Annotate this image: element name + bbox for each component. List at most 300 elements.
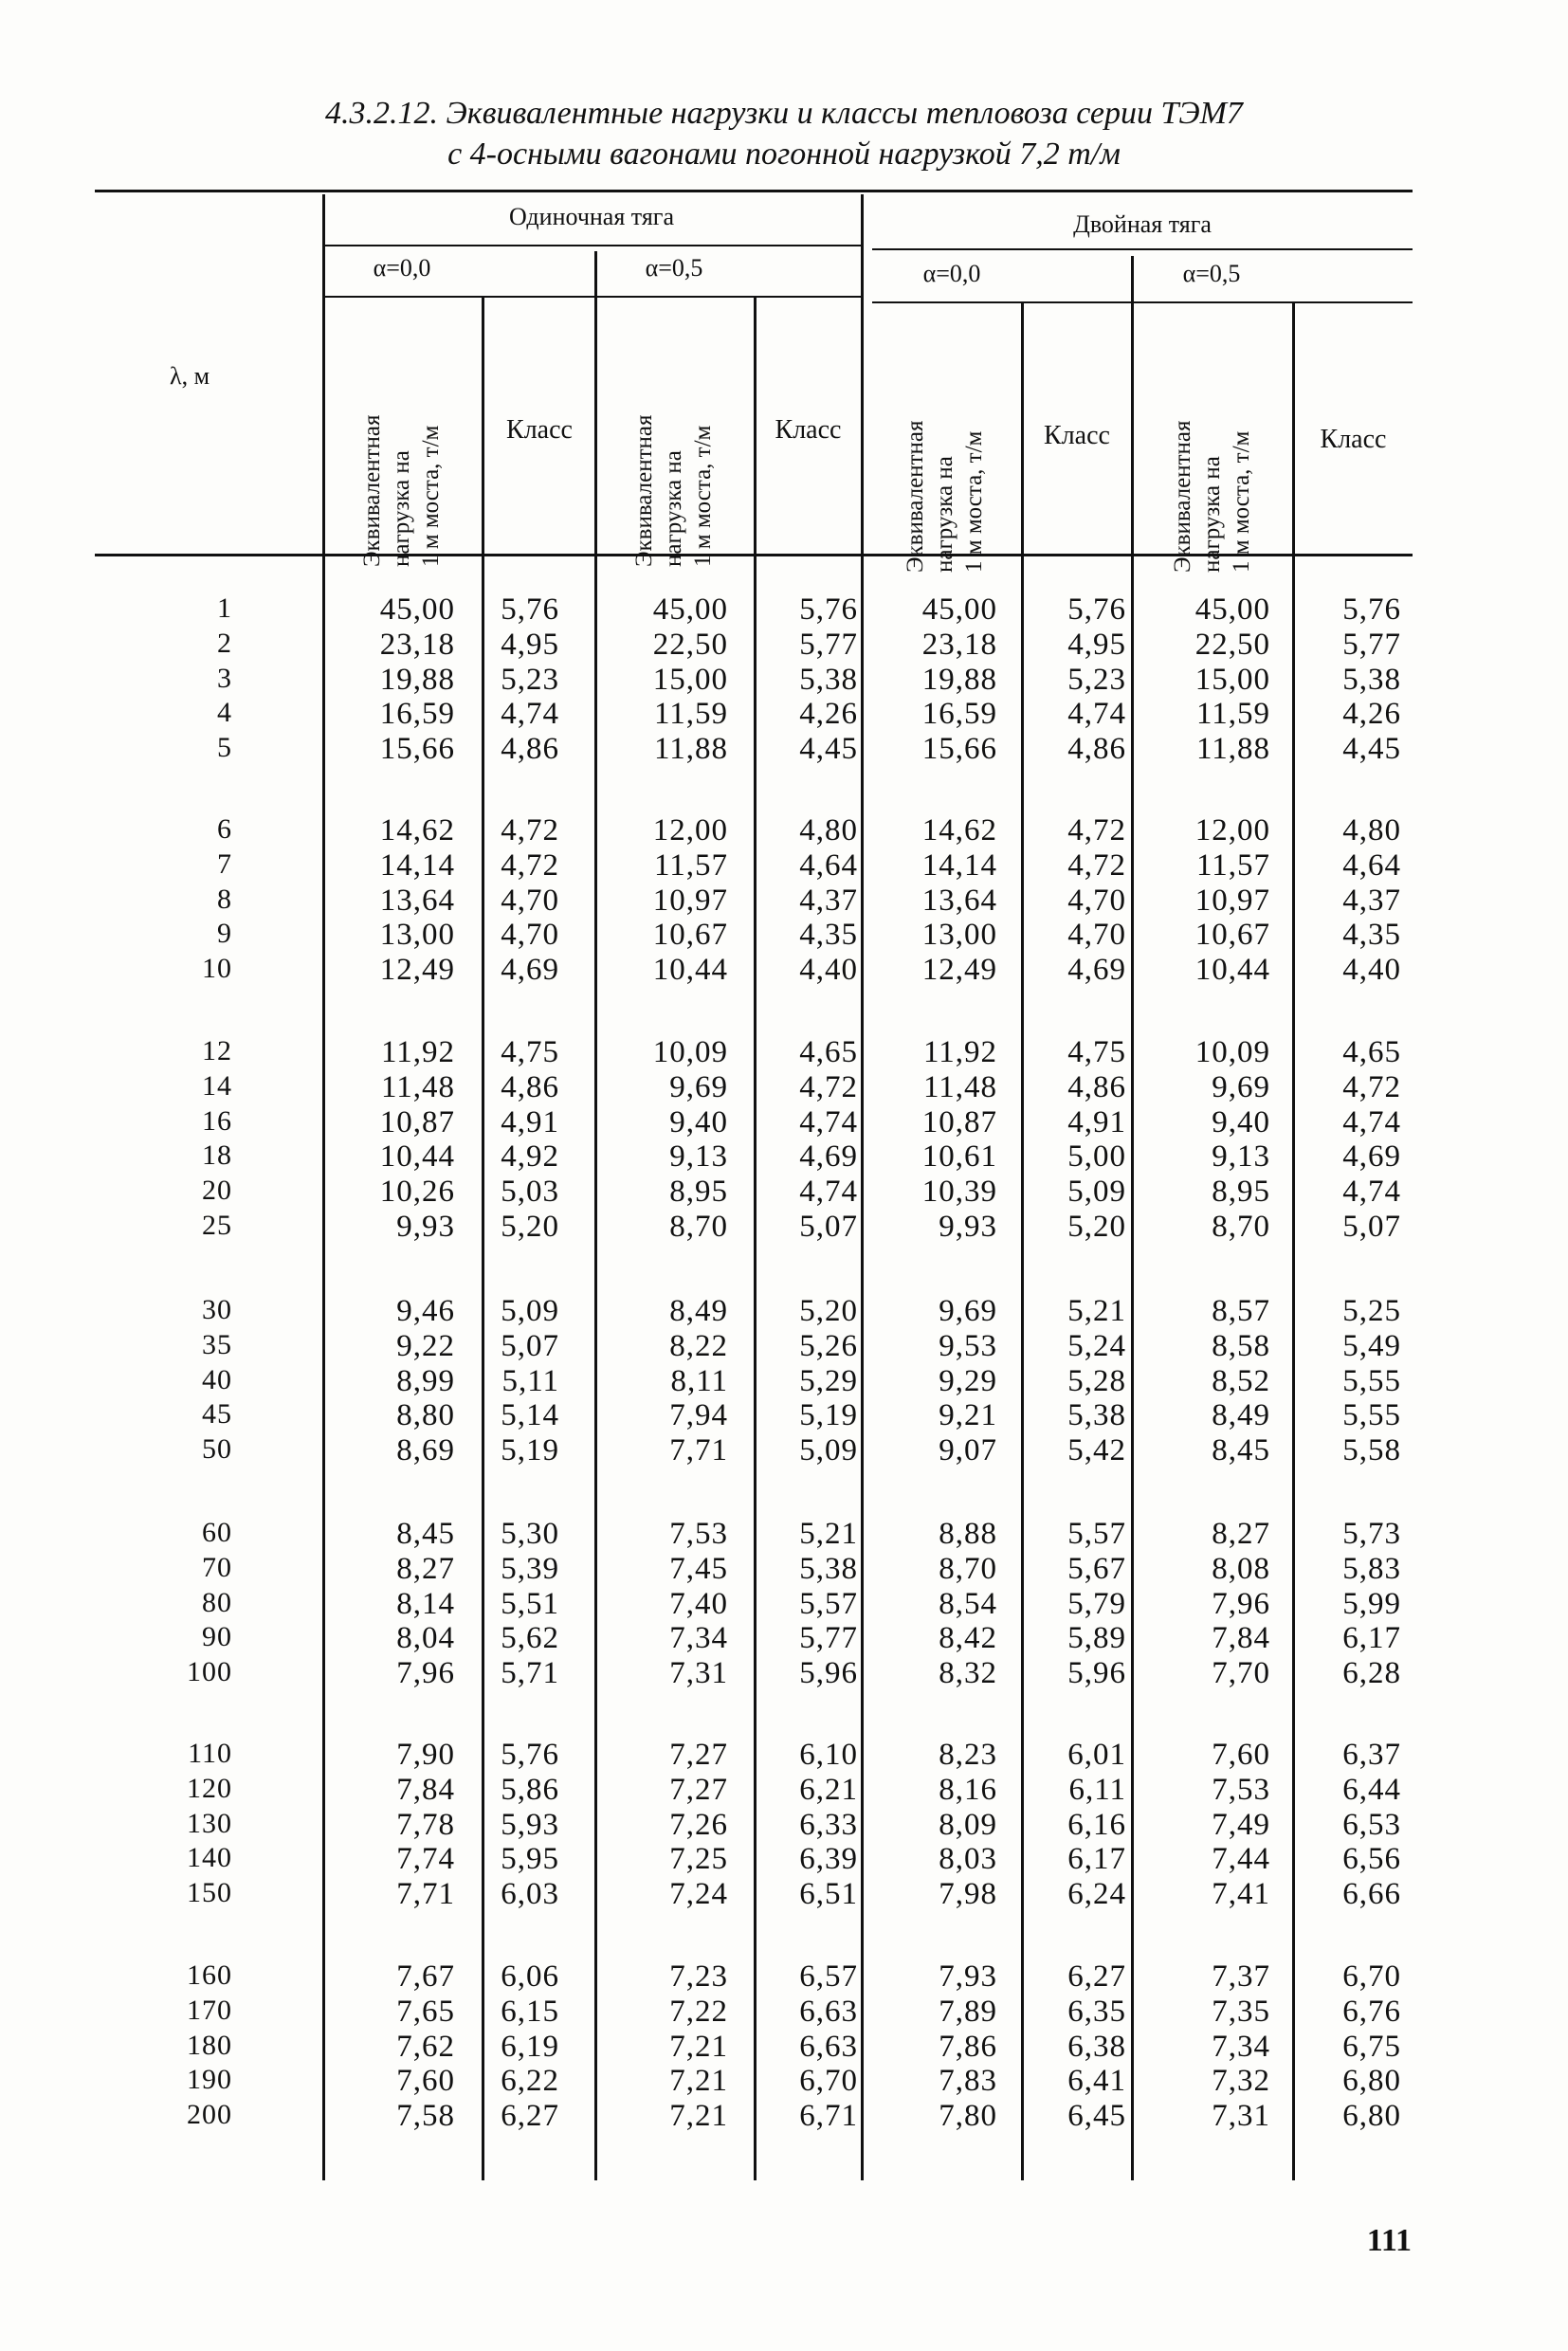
class-value: 6,56 [1342, 1842, 1401, 1877]
class-value: 4,70 [1067, 883, 1126, 918]
equiv-load-header-3: Эквивалентная нагрузка на 1 м моста, т/м [903, 420, 987, 573]
lambda-value: 100 [187, 1656, 232, 1688]
single-traction-header: Одиночная тяга [509, 203, 674, 230]
equiv-load-value: 8,70 [939, 1551, 997, 1586]
equiv-load-value: 11,88 [1195, 732, 1270, 767]
equiv-load-value: 8,27 [396, 1551, 455, 1586]
equiv-load-value: 7,96 [396, 1656, 455, 1691]
class-value: 5,99 [1342, 1586, 1401, 1621]
lambda-value: 8 [217, 883, 232, 915]
equiv-load-value: 10,87 [379, 1104, 455, 1139]
equiv-load-value: 11,92 [380, 1035, 455, 1069]
class-value: 6,10 [799, 1738, 858, 1772]
class-value: 6,21 [799, 1772, 858, 1807]
equiv-load-value: 7,31 [1212, 2099, 1270, 2134]
lambda-value: 50 [202, 1433, 232, 1466]
lambda-value: 40 [202, 1363, 232, 1395]
class-value: 5,09 [1067, 1175, 1126, 1210]
equiv-load-value: 7,65 [396, 1994, 455, 2029]
class-value: 5,93 [501, 1807, 559, 1842]
equiv-load-value: 16,59 [379, 697, 455, 732]
lambda-value: 4 [217, 697, 232, 729]
lambda-value: 9 [217, 918, 232, 950]
lambda-value: 80 [202, 1586, 232, 1618]
class-value: 4,72 [1067, 813, 1126, 847]
class-value: 5,51 [501, 1586, 559, 1621]
class-value: 6,01 [1067, 1738, 1126, 1772]
equiv-load-value: 7,74 [396, 1842, 455, 1877]
class-value: 5,21 [799, 1517, 858, 1551]
lambda-value: 150 [187, 1877, 232, 1909]
equiv-load-value: 11,88 [653, 732, 728, 767]
equiv-load-value: 10,39 [921, 1175, 997, 1210]
class-value: 4,80 [1342, 813, 1401, 847]
class-value: 5,21 [1067, 1294, 1126, 1328]
class-value: 4,69 [1342, 1139, 1401, 1175]
equiv-load-value: 8,23 [939, 1738, 997, 1772]
class-value: 4,37 [1342, 883, 1401, 918]
equiv-load-value: 9,40 [669, 1104, 728, 1139]
class-value: 5,83 [1342, 1551, 1401, 1586]
equiv-load-value: 9,46 [396, 1294, 455, 1328]
page-number: 111 [1366, 2223, 1412, 2258]
equiv-load-value: 8,88 [939, 1517, 997, 1551]
class-header-3: Класс [1044, 421, 1110, 450]
class-value: 4,65 [799, 1035, 858, 1069]
equiv-load-value: 8,09 [939, 1807, 997, 1842]
equiv-load-value: 8,14 [396, 1586, 455, 1621]
class-value: 6,28 [1342, 1656, 1401, 1691]
class-value: 5,20 [501, 1210, 559, 1244]
equiv-load-header-4: Эквивалентная нагрузка на 1 м моста, т/м [1170, 420, 1254, 573]
class-value: 5,76 [1067, 592, 1126, 627]
class-header-2: Класс [775, 415, 842, 445]
class-value: 4,69 [1067, 953, 1126, 988]
class-value: 5,14 [501, 1398, 559, 1433]
lambda-value: 45 [202, 1398, 232, 1431]
class-value: 5,09 [501, 1294, 559, 1328]
equiv-load-value: 45,00 [652, 592, 728, 627]
class-value: 5,25 [1342, 1294, 1401, 1328]
class-value: 5,19 [501, 1433, 559, 1468]
equiv-load-value: 15,00 [652, 662, 728, 697]
lambda-value: 18 [202, 1139, 232, 1172]
class-value: 4,95 [501, 627, 559, 662]
equiv-load-value: 8,58 [1212, 1328, 1270, 1363]
class-value: 6,39 [799, 1842, 858, 1877]
class-value: 4,64 [1342, 847, 1401, 883]
class-value: 5,77 [799, 1621, 858, 1656]
class-value: 4,74 [799, 1175, 858, 1210]
class-value: 5,39 [501, 1551, 559, 1586]
class-value: 6,17 [1342, 1621, 1401, 1656]
equiv-load-value: 7,86 [939, 2029, 997, 2064]
equiv-load-value: 7,24 [669, 1877, 728, 1912]
class-value: 5,24 [1067, 1328, 1126, 1363]
class-value: 4,45 [799, 732, 858, 767]
alpha-header-2: α=0,5 [645, 254, 703, 282]
equiv-load-value: 14,14 [921, 847, 997, 883]
equiv-load-value: 14,14 [379, 847, 455, 883]
class-value: 4,40 [1342, 953, 1401, 988]
class-value: 6,17 [1067, 1842, 1126, 1877]
equiv-load-value: 8,22 [669, 1328, 728, 1363]
lambda-value: 90 [202, 1621, 232, 1653]
class-value: 4,74 [1067, 697, 1126, 732]
class-value: 5,42 [1067, 1433, 1126, 1468]
lambda-value: 3 [217, 662, 232, 694]
class-value: 4,95 [1067, 627, 1126, 662]
class-value: 5,20 [1067, 1210, 1126, 1244]
class-value: 5,07 [501, 1328, 559, 1363]
class-value: 6,27 [1067, 1959, 1126, 1994]
class-value: 5,23 [501, 662, 559, 697]
class-value: 4,74 [1342, 1175, 1401, 1210]
equiv-load-value: 13,64 [379, 883, 455, 918]
class-value: 5,07 [799, 1210, 858, 1244]
class-value: 5,19 [799, 1398, 858, 1433]
class-value: 5,76 [501, 1738, 559, 1772]
lambda-value: 130 [187, 1807, 232, 1839]
equiv-load-value: 8,11 [670, 1363, 728, 1398]
equiv-load-value: 7,22 [669, 1994, 728, 2029]
class-value: 5,30 [501, 1517, 559, 1551]
lambda-value: 160 [187, 1959, 232, 1991]
class-value: 4,69 [501, 953, 559, 988]
equiv-load-value: 9,93 [396, 1210, 455, 1244]
lambda-value: 5 [217, 732, 232, 764]
equiv-load-value: 11,92 [922, 1035, 997, 1069]
lambda-value: 190 [187, 2064, 232, 2096]
class-value: 4,64 [799, 847, 858, 883]
equiv-load-value: 9,40 [1212, 1104, 1270, 1139]
equiv-load-value: 7,93 [939, 1959, 997, 1994]
equiv-load-value: 8,54 [939, 1586, 997, 1621]
equiv-load-value: 19,88 [379, 662, 455, 697]
equiv-load-value: 11,48 [922, 1069, 997, 1104]
lambda-value: 25 [202, 1210, 232, 1241]
class-value: 5,03 [501, 1175, 559, 1210]
lambda-value: 180 [187, 2029, 232, 2061]
equiv-load-value: 7,21 [669, 2099, 728, 2134]
class-value: 6,35 [1067, 1994, 1126, 2029]
equiv-load-value: 8,99 [396, 1363, 455, 1398]
class-value: 4,74 [1342, 1104, 1401, 1139]
class-value: 6,76 [1342, 1994, 1401, 2029]
lambda-value: 140 [187, 1842, 232, 1874]
equiv-load-value: 8,49 [669, 1294, 728, 1328]
equiv-load-value: 9,22 [396, 1328, 455, 1363]
single-traction-rule [322, 245, 861, 246]
equiv-load-value: 7,78 [396, 1807, 455, 1842]
equiv-load-value: 7,84 [1212, 1621, 1270, 1656]
class-value: 5,57 [1067, 1517, 1126, 1551]
class-value: 6,11 [1068, 1772, 1126, 1807]
class-value: 4,86 [1067, 1069, 1126, 1104]
double-traction-header: Двойная тяга [1073, 210, 1212, 238]
lambda-value: 30 [202, 1294, 232, 1325]
equiv-load-value: 7,53 [669, 1517, 728, 1551]
equiv-load-value: 7,70 [1212, 1656, 1270, 1691]
equiv-load-value: 8,49 [1212, 1398, 1270, 1433]
equiv-load-value: 8,70 [1212, 1210, 1270, 1244]
equiv-load-value: 11,57 [653, 847, 728, 883]
class-value: 4,92 [501, 1139, 559, 1175]
class-value: 5,55 [1342, 1363, 1401, 1398]
class-value: 4,40 [799, 953, 858, 988]
equiv-load-value: 8,45 [1212, 1433, 1270, 1468]
alpha-header-3: α=0,0 [922, 260, 981, 287]
class-value: 5,86 [501, 1772, 559, 1807]
equiv-load-value: 7,60 [1212, 1738, 1270, 1772]
lambda-value: 60 [202, 1517, 232, 1548]
equiv-load-value: 12,00 [652, 813, 728, 847]
lambda-value: 110 [188, 1738, 232, 1769]
equiv-load-value: 7,84 [396, 1772, 455, 1807]
equiv-load-value: 22,50 [652, 627, 728, 662]
class-value: 6,70 [1342, 1959, 1401, 1994]
class-value: 4,26 [799, 697, 858, 732]
equiv-load-value: 14,62 [921, 813, 997, 847]
equiv-load-value: 10,09 [1194, 1035, 1270, 1069]
class-value: 4,65 [1342, 1035, 1401, 1069]
table-title-line-2: с 4-осными вагонами погонной нагрузкой 7,2 т/м [447, 137, 1121, 172]
equiv-load-value: 8,16 [939, 1772, 997, 1807]
class-value: 6,45 [1067, 2099, 1126, 2134]
equiv-load-value: 11,48 [380, 1069, 455, 1104]
class-value: 5,00 [1067, 1139, 1126, 1175]
lambda-value: 200 [187, 2099, 232, 2131]
equiv-load-value: 7,83 [939, 2064, 997, 2099]
class-value: 6,66 [1342, 1877, 1401, 1912]
class-value: 5,23 [1067, 662, 1126, 697]
lambda-value: 12 [202, 1035, 232, 1066]
equiv-load-value: 7,80 [939, 2099, 997, 2134]
class-value: 5,89 [1067, 1621, 1126, 1656]
class-value: 5,20 [799, 1294, 858, 1328]
alpha-header-1: α=0,0 [373, 254, 431, 282]
class-value: 4,86 [1067, 732, 1126, 767]
class-value: 5,73 [1342, 1517, 1401, 1551]
equiv-load-value: 7,31 [669, 1656, 728, 1691]
equiv-load-value: 7,27 [669, 1772, 728, 1807]
equiv-load-value: 7,26 [669, 1807, 728, 1842]
equiv-load-value: 16,59 [921, 697, 997, 732]
equiv-load-value: 10,61 [921, 1139, 997, 1175]
class-value: 6,51 [799, 1877, 858, 1912]
equiv-load-value: 9,21 [939, 1398, 997, 1433]
equiv-load-value: 11,59 [653, 697, 728, 732]
equiv-load-value: 7,23 [669, 1959, 728, 1994]
class-value: 5,77 [1342, 627, 1401, 662]
equiv-load-value: 23,18 [921, 627, 997, 662]
lambda-value: 10 [202, 953, 232, 985]
equiv-load-value: 10,09 [652, 1035, 728, 1069]
equiv-load-value: 7,41 [1212, 1877, 1270, 1912]
class-value: 5,38 [1067, 1398, 1126, 1433]
class-value: 5,26 [799, 1328, 858, 1363]
class-value: 5,38 [799, 662, 858, 697]
class-value: 6,44 [1342, 1772, 1401, 1807]
double-traction-rule [872, 248, 1413, 250]
equiv-load-value: 8,04 [396, 1621, 455, 1656]
class-value: 4,86 [501, 1069, 559, 1104]
table-title-line-1: 4.3.2.12. Эквивалентные нагрузки и классы тепловоза серии ТЭМ7 [325, 96, 1243, 131]
equiv-load-value: 9,69 [939, 1294, 997, 1328]
lambda-value: 16 [202, 1104, 232, 1137]
equiv-load-value: 9,07 [939, 1433, 997, 1468]
equiv-load-value: 7,60 [396, 2064, 455, 2099]
class-value: 4,70 [1067, 918, 1126, 953]
class-value: 6,80 [1342, 2099, 1401, 2134]
equiv-load-value: 7,44 [1212, 1842, 1270, 1877]
equiv-load-value: 13,64 [921, 883, 997, 918]
class-value: 4,70 [501, 883, 559, 918]
class-value: 6,06 [501, 1959, 559, 1994]
class-value: 6,16 [1067, 1807, 1126, 1842]
lambda-value: 7 [217, 847, 232, 880]
equiv-load-value: 7,40 [669, 1586, 728, 1621]
equiv-load-value: 12,00 [1194, 813, 1270, 847]
equiv-load-value: 10,97 [652, 883, 728, 918]
equiv-load-value: 7,90 [396, 1738, 455, 1772]
equiv-load-value: 10,67 [1194, 918, 1270, 953]
lambda-header: λ, м [169, 362, 210, 390]
class-value: 5,58 [1342, 1433, 1401, 1468]
equiv-load-value: 14,62 [379, 813, 455, 847]
equiv-load-value: 10,26 [379, 1175, 455, 1210]
equiv-load-value: 7,71 [396, 1877, 455, 1912]
class-value: 6,41 [1067, 2064, 1126, 2099]
equiv-load-value: 15,00 [1194, 662, 1270, 697]
class-value: 5,62 [501, 1621, 559, 1656]
equiv-load-value: 11,57 [1195, 847, 1270, 883]
class-header-4: Класс [1320, 425, 1387, 454]
equiv-load-value: 7,67 [396, 1959, 455, 1994]
class-value: 5,96 [799, 1656, 858, 1691]
equiv-load-value: 12,49 [921, 953, 997, 988]
equiv-load-value: 9,29 [939, 1363, 997, 1398]
class-value: 4,75 [1067, 1035, 1126, 1069]
equiv-load-value: 7,89 [939, 1994, 997, 2029]
equiv-load-value: 9,13 [1212, 1139, 1270, 1175]
class-value: 4,91 [501, 1104, 559, 1139]
class-value: 5,76 [799, 592, 858, 627]
equiv-load-value: 9,69 [669, 1069, 728, 1104]
class-value: 5,49 [1342, 1328, 1401, 1363]
equiv-load-value: 10,67 [652, 918, 728, 953]
equiv-load-value: 23,18 [379, 627, 455, 662]
equiv-load-value: 8,08 [1212, 1551, 1270, 1586]
equiv-load-value: 7,21 [669, 2064, 728, 2099]
table-top-rule [95, 190, 1413, 192]
class-value: 4,45 [1342, 732, 1401, 767]
equiv-load-value: 8,95 [1212, 1175, 1270, 1210]
equiv-load-value: 7,34 [1212, 2029, 1270, 2064]
lambda-value: 120 [187, 1772, 232, 1804]
equiv-load-header-1: Эквивалентная нагрузка на 1 м моста, т/м [359, 414, 444, 567]
class-value: 4,86 [501, 732, 559, 767]
equiv-load-value: 7,32 [1212, 2064, 1270, 2099]
class-value: 5,55 [1342, 1398, 1401, 1433]
equiv-load-value: 9,93 [939, 1210, 997, 1244]
class-value: 5,76 [1342, 592, 1401, 627]
class-value: 5,38 [799, 1551, 858, 1586]
class-value: 6,38 [1067, 2029, 1126, 2064]
equiv-load-value: 7,53 [1212, 1772, 1270, 1807]
class-value: 6,53 [1342, 1807, 1401, 1842]
class-value: 6,63 [799, 1994, 858, 2029]
class-value: 4,72 [501, 813, 559, 847]
equiv-load-value: 8,80 [396, 1398, 455, 1433]
class-value: 6,57 [799, 1959, 858, 1994]
class-value: 4,35 [1342, 918, 1401, 953]
class-value: 4,80 [799, 813, 858, 847]
class-value: 4,69 [799, 1139, 858, 1175]
equiv-load-value: 8,27 [1212, 1517, 1270, 1551]
equiv-load-value: 45,00 [379, 592, 455, 627]
equiv-load-value: 7,37 [1212, 1959, 1270, 1994]
class-value: 6,33 [799, 1807, 858, 1842]
lambda-value: 70 [202, 1551, 232, 1583]
class-value: 4,37 [799, 883, 858, 918]
equiv-load-value: 8,70 [669, 1210, 728, 1244]
equiv-load-value: 8,57 [1212, 1294, 1270, 1328]
class-value: 6,75 [1342, 2029, 1401, 2064]
class-value: 6,22 [501, 2064, 559, 2099]
class-value: 4,26 [1342, 697, 1401, 732]
equiv-load-value: 8,42 [939, 1621, 997, 1656]
class-value: 4,74 [799, 1104, 858, 1139]
lambda-value: 35 [202, 1328, 232, 1360]
equiv-load-value: 8,03 [939, 1842, 997, 1877]
equiv-load-value: 10,87 [921, 1104, 997, 1139]
class-value: 6,70 [799, 2064, 858, 2099]
alpha-header-4: α=0,5 [1182, 260, 1241, 287]
equiv-load-value: 13,00 [379, 918, 455, 953]
equiv-load-value: 15,66 [921, 732, 997, 767]
equiv-load-value: 10,44 [652, 953, 728, 988]
class-value: 5,95 [501, 1842, 559, 1877]
equiv-load-value: 7,25 [669, 1842, 728, 1877]
class-value: 5,07 [1342, 1210, 1401, 1244]
class-value: 6,27 [501, 2099, 559, 2134]
equiv-load-value: 7,96 [1212, 1586, 1270, 1621]
class-value: 4,91 [1067, 1104, 1126, 1139]
equiv-load-value: 15,66 [379, 732, 455, 767]
equiv-load-value: 10,44 [379, 1139, 455, 1175]
lambda-value: 170 [187, 1994, 232, 2026]
equiv-load-value: 10,97 [1194, 883, 1270, 918]
lambda-value: 20 [202, 1175, 232, 1207]
class-value: 5,29 [799, 1363, 858, 1398]
equiv-load-value: 8,95 [669, 1175, 728, 1210]
class-value: 5,09 [799, 1433, 858, 1468]
class-value: 5,96 [1067, 1656, 1126, 1691]
class-value: 4,72 [1067, 847, 1126, 883]
class-value: 5,76 [501, 592, 559, 627]
equiv-load-value: 8,52 [1212, 1363, 1270, 1398]
class-value: 4,72 [799, 1069, 858, 1104]
equiv-load-header-2: Эквивалентная нагрузка на 1 м моста, т/м [631, 414, 716, 567]
class-value: 5,57 [799, 1586, 858, 1621]
equiv-load-value: 7,98 [939, 1877, 997, 1912]
class-value: 4,75 [501, 1035, 559, 1069]
class-value: 5,79 [1067, 1586, 1126, 1621]
class-value: 5,11 [501, 1363, 559, 1398]
class-value: 5,28 [1067, 1363, 1126, 1398]
class-value: 6,37 [1342, 1738, 1401, 1772]
